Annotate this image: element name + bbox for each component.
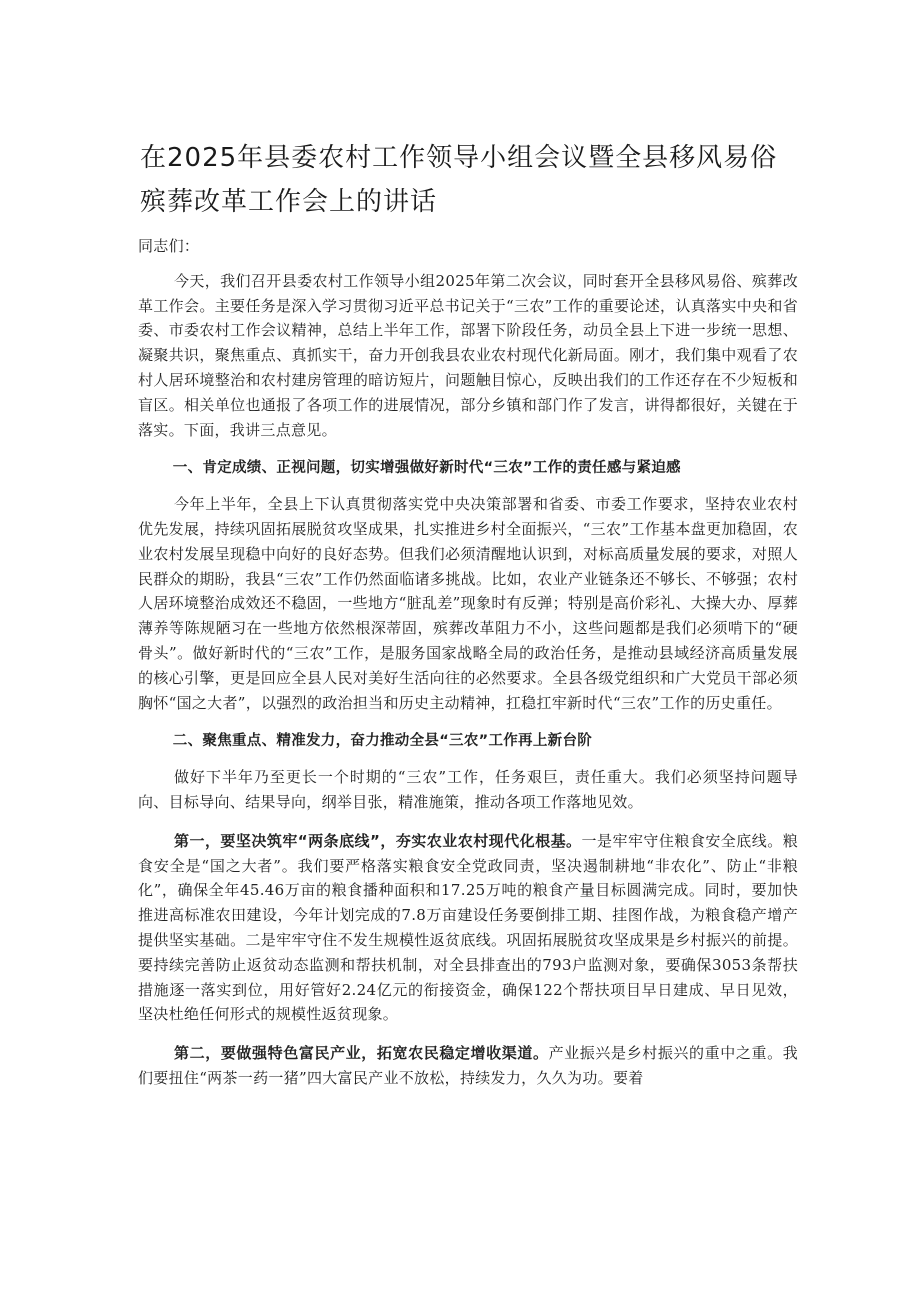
greeting: 同志们： — [138, 237, 200, 255]
document-title: 在2025年县委农村工作领导小组会议暨全县移风易俗殡葬改革工作会上的讲话 — [140, 143, 778, 217]
intro-paragraph: 今天，我们召开县委农村工作领导小组2025年第二次会议，同时套开全县移风易俗、殡葬改革工作会。主要任务是深入学习贯彻习近平总书记关于“三农”工作的重要论述，认真落实中央和省委、市委农村工作会议精神，总结上半年工作，部署下阶段任务，动员全县上下进一步统一思想、凝聚共识，聚焦重点、真抓实干，奋力开创我县农业农村现代化新局面。刚才，我们集中观看了农村人居环境整治和农村建房管理的暗访短片，问题触目惊心，反映出我们的工作还存在不少短板和盲区。相关单位也通报了各项工作的进展情况，部分乡镇和部门作了发言，讲得都很好，关键在于落实。下面，我讲三点意见。 — [138, 271, 798, 439]
point-2-paragraph — [138, 1041, 798, 1091]
document-body — [138, 234, 798, 1105]
section-heading-2: 二、聚焦重点、精准发力，奋力推动全县“三农”工作再上新台阶 — [172, 733, 593, 750]
point-2-lead: 第二，要做强特色富民产业，拓宽农民稳定增收渠道。 — [174, 1044, 549, 1063]
point-1-body: 一是牢牢守住粮食安全底线。粮食安全是“国之大者”。我们要严格落实粮食安全党政同责，坚决遏制耕地“非农化”、防止“非粮化”，确保全年45.46万亩的粮食播种面积和17.25万吨的粮食产量目标圆满完成。同时，要加快推进高标准农田建设，今年计划完成的7.8万亩建设任务要倒排工期、挂图作战，为粮食稳产增产提供坚实基础。二是牢牢守住不发生规模性返贫底线。巩固拓展脱贫攻坚成果是乡村振兴的前提。要持续完善防止返贫动态监测和帮扶机制，对全县排查出的793户监测对象，要确保3053条帮扶措施逐一落实到位，用好管好2.24亿元的衔接资金，确保122个帮扶项目早日建成、早日见效，坚决杜绝任何形式的规模性返贫现象。 — [138, 831, 798, 1024]
point-2-body: 产业振兴是乡村振兴的重中之重。我们要扭住“两茶一药一猪”四大富民产业不放松，持续发力，久久为功。要着 — [138, 1044, 798, 1087]
section-2-intro: 做好下半年乃至更长一个时期的“三农”工作，任务艰巨，责任重大。我们必须坚持问题导向、目标导向、结果导向，纲举目张，精准施策，推动各项工作落地见效。 — [138, 768, 798, 811]
point-1-paragraph — [138, 829, 798, 1027]
section-heading-1: 一、肯定成绩、正视问题，切实增强做好新时代“三农”工作的责任感与紧迫感 — [172, 460, 681, 477]
point-1-lead: 第一，要坚决筑牢“两条底线”，夯实农业农村现代化根基。 — [174, 831, 582, 850]
section-1-paragraph: 今年上半年，全县上下认真贯彻落实党中央决策部署和省委、市委工作要求，坚持农业农村优先发展，持续巩固拓展脱贫攻坚成果，扎实推进乡村全面振兴，“三农”工作基本盘更加稳固，农业农村发展呈现稳中向好的良好态势。但我们必须清醒地认识到，对标高质量发展的要求，对照人民群众的期盼，我县“三农”工作仍然面临诸多挑战。比如，农业产业链条还不够长、不够强；农村人居环境整治成效还不稳固，一些地方“脏乱差”现象时有反弹；特别是高价彩礼、大操大办、厚葬薄养等陈规陋习在一些地方依然根深蒂固，殡葬改革阻力不小，这些问题都是我们必须啃下的“硬骨头”。做好新时代的“三农”工作，是服务国家战略全局的政治任务，是推动县域经济高质量发展的核心引擎，更是回应全县人民对美好生活向往的必然要求。全县各级党组织和广大党员干部必须胸怀“国之大者”，以强烈的政治担当和历史主动精神，扛稳扛牢新时代“三农”工作的历史重任。 — [138, 495, 798, 712]
